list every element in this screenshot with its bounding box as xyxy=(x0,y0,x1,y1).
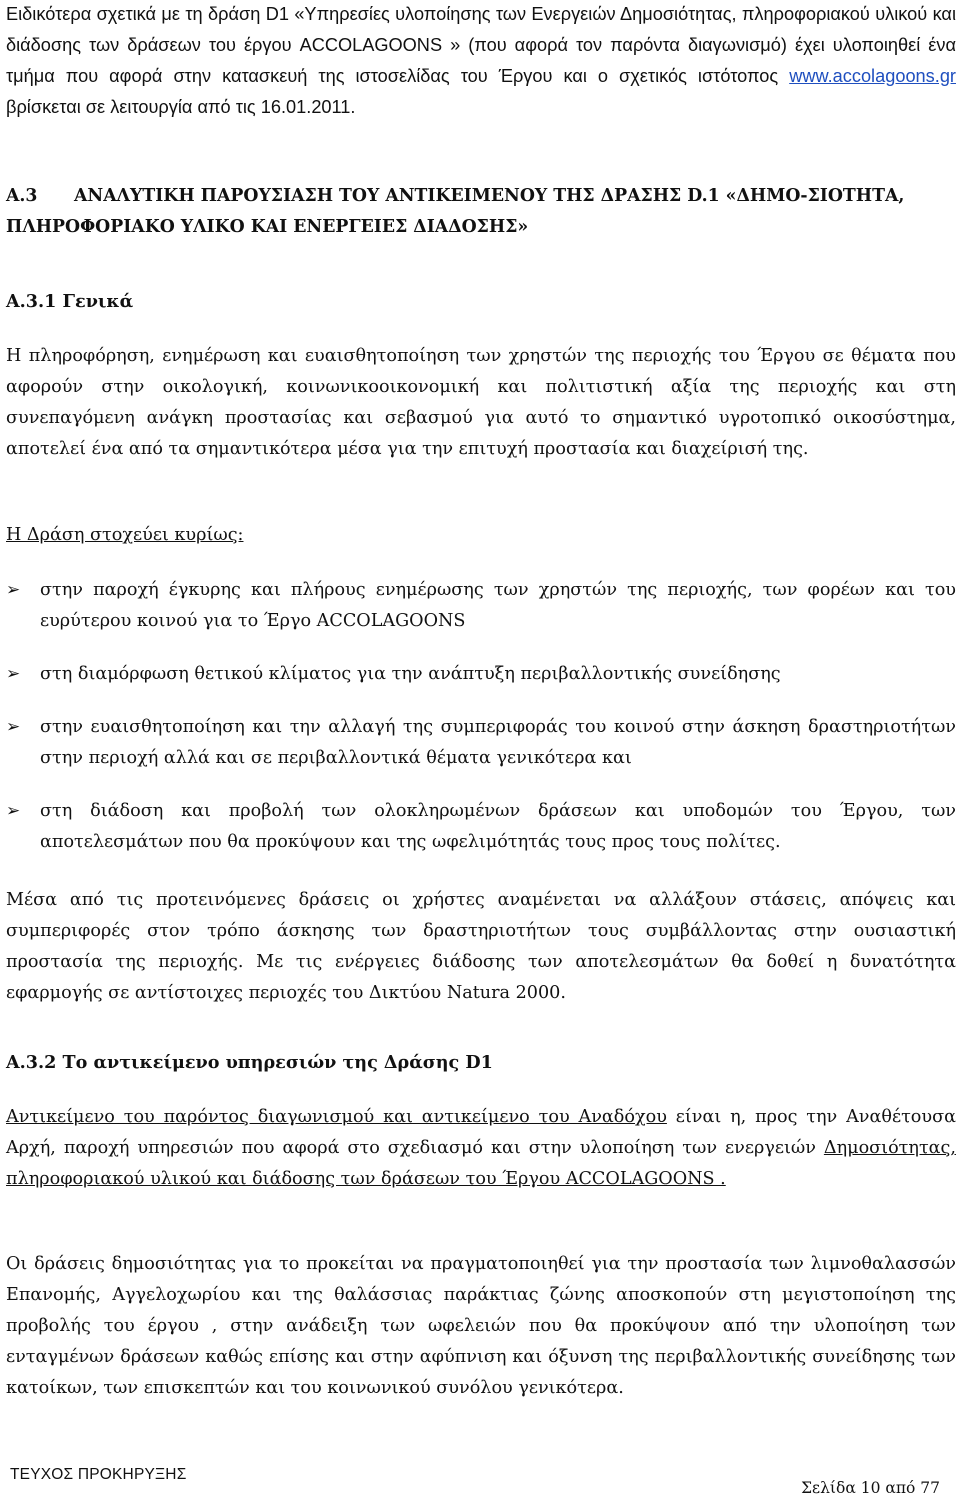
list-item: ➢ στη διάδοση και προβολή των ολοκληρωμένων δράσεων και υποδομών του Έργου, των αποτελεσμάτων που θα προκύψουν και της ωφελιμότητάς τους προς τους πολίτες. xyxy=(6,796,956,858)
section-a31-heading: Α.3.1 Γενικά xyxy=(6,291,134,312)
section-a3-number: Α.3 xyxy=(6,186,38,206)
arrow-bullet-icon: ➢ xyxy=(6,664,21,684)
scope-middle-text: είναι η, προς την Αναθέτουσα Αρχή, παροχή υπηρεσιών που αφορά στο σχεδιασμό και στην υλοποίηση των ενεργειών xyxy=(6,1107,956,1158)
section-a32-heading: Α.3.2 Το αντικείμενο υπηρεσιών της Δράσης D1 xyxy=(6,1052,493,1073)
list-item: ➢ στην ευαισθητοποίηση και την αλλαγή της συμπεριφοράς του κοινού στην άσκηση δραστηριοτήτων στην περιοχή αλλά και σε περιβαλλοντικά θέματα γενικότερα και xyxy=(6,712,956,774)
intro-text: Ειδικότερα σχετικά με τη δράση D1 «Υπηρεσίες υλοποίησης των Ενεργειών Δημοσιότητας, πληροφοριακού υλικού και διάδοσης των δράσεων του έργου ACCOLAGOONS » (που αφορά τον παρόντα διαγωνισμό) έχει υλοποιηθεί ένα τμήμα που αφορά στην κατασκευή της ιστοσελίδας του Έργου και ο σχετικός ιστότοπος xyxy=(6,4,956,86)
closing-paragraph: Μέσα από τις προτεινόμενες δράσεις οι χρήστες αναμένεται να αλλάξουν στάσεις, απόψεις και συμπεριφορές στον τρόπο άσκησης των δραστηριοτήτων τους συμβάλλοντας στην ουσιαστική προστασία της περιοχής. Με τις ενέργειες διάδοσης των αποτελεσμάτων θα δοθεί η δυνατότητα εφαρμογής σε αντίστοιχες περιοχές του Δικτύου Natura 2000. xyxy=(6,890,956,1003)
arrow-bullet-icon: ➢ xyxy=(6,801,21,821)
scope-underlined-start: Αντικείμενο του παρόντος διαγωνισμού και αντικείμενο του Αναδόχου xyxy=(6,1107,667,1127)
section-a3-title: ΑΝΑΛΥΤΙΚΗ ΠΑΡΟΥΣΙΑΣΗ ΤΟΥ ΑΝΤΙΚΕΙΜΕΝΟΥ ΤΗΣ ΔΡΑΣΗΣ D.1 «ΔΗΜΟ-ΣΙΟΤΗΤΑ, ΠΛΗΡΟΦΟΡΙΑΚΟ ΥΛΙΚΟ ΚΑΙ ΕΝΕΡΓΕΙΕΣ ΔΙΑΔΟΣΗΣ» xyxy=(6,186,905,237)
intro-text-end: βρίσκεται σε λειτουργία από τις 16.01.2011. xyxy=(6,97,356,117)
section-a3-heading xyxy=(6,181,958,243)
scope-underlined-end: Δημοσιότητας, πληροφοριακού υλικού και διάδοσης των δράσεων του Έργου ACCOLAGOONS . xyxy=(6,1138,956,1189)
intro-paragraph xyxy=(6,0,956,123)
scope-paragraph xyxy=(6,1102,956,1195)
arrow-bullet-icon: ➢ xyxy=(6,717,21,737)
arrow-bullet-icon: ➢ xyxy=(6,580,21,600)
footer-page-number: Σελίδα 10 από 77 xyxy=(801,1479,940,1497)
website-link[interactable]: www.accolagoons.gr xyxy=(789,66,956,86)
footer-document-title: ΤΕΥΧΟΣ ΠΡΟΚΗΡΥΞΗΣ xyxy=(10,1466,187,1483)
goals-list xyxy=(6,575,956,858)
general-paragraph: Η πληροφόρηση, ενημέρωση και ευαισθητοποίηση των χρηστών της περιοχής του Έργου σε θέματα που αφορούν στην οικολογική, κοινωνικοοικονομική και πολιτιστική αξία της περιοχής και στη συνεπαγόμενη ανάγκη προστασίας και σεβασμού για αυτό το σημαντικό υγροτοπικό οικοσύστημα, αποτελεί ένα από τα σημαντικότερα μέσα για την επιτυχή προστασία και διαχείρισή της. xyxy=(6,346,956,459)
goals-label: Η Δράση στοχεύει κυρίως: xyxy=(6,525,244,545)
list-item: ➢ στη διαμόρφωση θετικού κλίματος για την ανάπτυξη περιβαλλοντικής συνείδησης xyxy=(6,659,956,690)
list-item: ➢ στην παροχή έγκυρης και πλήρους ενημέρωσης των χρηστών της περιοχής, των φορέων και του ευρύτερου κοινού για το Έργο ACCOLAGOONS xyxy=(6,575,956,637)
publicity-paragraph: Οι δράσεις δημοσιότητας για το προκείται να πραγματοποιηθεί για την προστασία των λιμνοθαλασσών Επανομής, Αγγελοχωρίου και της θαλάσσιας παράκτιας ζώνης αποσκοπούν στη μεγιστοποίηση της προβολής του έργου , στην ανάδειξη των ωφελειών που θα προκύψουν από την υλοποίηση των ενταγμένων δράσεων καθώς επίσης και στην αφύπνιση και όξυνση της περιβαλλοντικής συνείδησης των κατοίκων, των επισκεπτών και του κοινωνικού συνόλου γενικότερα. xyxy=(6,1254,956,1398)
